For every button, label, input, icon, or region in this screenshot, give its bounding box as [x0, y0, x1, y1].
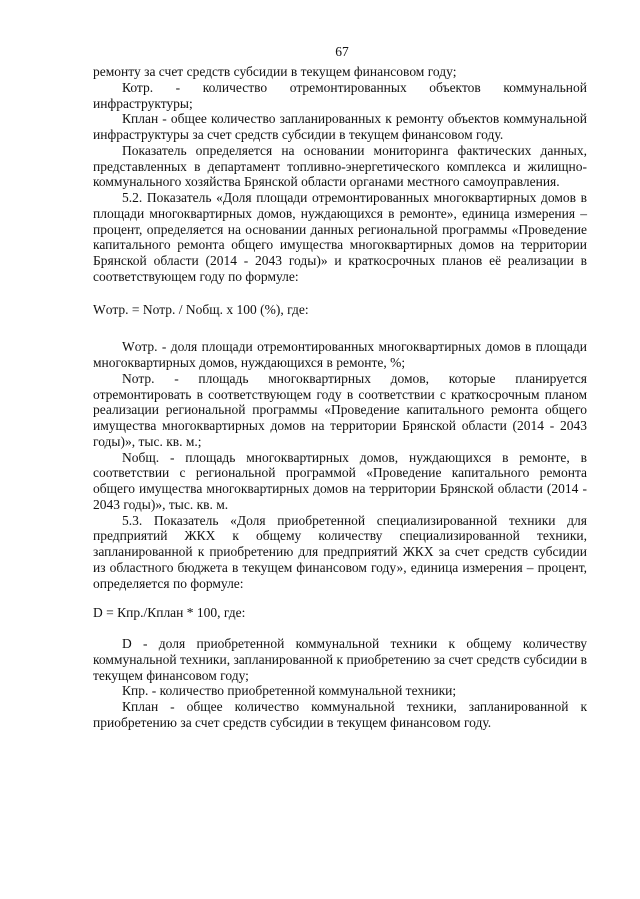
paragraph-monitoring-basis: Показатель определяется на основании мониторинга фактических данных, представленных в департамент топливно-энергетического комплекса и жилищно-коммунального хозяйства Брянской области органами местного самоуправления. — [93, 142, 587, 190]
paragraph-n-obsch-definition: Nобщ. - площадь многоквартирных домов, нуждающихся в ремонте, в соответствии с региональной программой «Проведение капитального ремонта общего имущества многоквартирных домов на территории Брянской области (2014 - 2043 годы)», тыс. кв. м. — [93, 449, 587, 512]
paragraph-w-otr-definition: Wотр. - доля площади отремонтированных многоквартирных домов в площади многоквартирных домов, нуждающихся в ремонте, %; — [93, 339, 587, 370]
paragraph-kplan-equipment-definition: Кплан - общее количество коммунальной техники, запланированной к приобретению за счет средств субсидии в текущем финансовом году. — [93, 699, 587, 730]
paragraph-d-definition: D - доля приобретенной коммунальной техники к общему количеству коммунальной техники, запланированной к приобретению за счет средств субсидии в текущем финансовом году; — [93, 636, 587, 683]
page-number: 67 — [335, 44, 349, 59]
paragraph-continuation: ремонту за счет средств субсидии в текущем финансовом году; — [93, 64, 457, 79]
paragraph-kpr-definition: Кпр. - количество приобретенной коммунальной техники; — [122, 683, 457, 699]
paragraph-kplan-definition: Кплан - общее количество запланированных к ремонту объектов коммунальной инфраструктуры за счет средств субсидии в текущем финансовом году. — [93, 111, 587, 142]
formula-w-otr: Wотр. = Nотр. / Nобщ. х 100 (%), где: — [93, 301, 309, 317]
paragraph-n-otr-definition: Nотр. - площадь многоквартирных домов, которые планируется отремонтировать в соответствующем году в соответствии с краткосрочным планом реализации региональной программы «Проведение капитального ремонта общего имущества многоквартирных домов на территории Брянской области (2014 - 2043 годы)», тыс. кв. м.; — [93, 370, 587, 449]
formula-d: D = Кпр./Кплан * 100, где: — [93, 605, 246, 621]
paragraph-section-5-3: 5.3. Показатель «Доля приобретенной специализированной техники для предприятий ЖКХ к общему количеству специализированной техники, запланированной к приобретению для предприятий ЖКХ за счет средств субсидии из областного бюджета в текущем финансовом году», единица измерения – процент, определяется по формуле: — [93, 512, 587, 591]
paragraph-section-5-2: 5.2. Показатель «Доля площади отремонтированных многоквартирных домов в площади многоквартирных домов, нуждающихся в ремонте», единица измерения – процент, определяется на основании данных региональной программы «Проведение капитального ремонта общего имущества многоквартирных домов на территории Брянской области (2014 - 2043 годы)» и краткосрочных планов её реализации в соответствующем году по формуле: — [93, 190, 587, 284]
paragraph-kotr-definition: Котр. - количество отремонтированных объектов коммунальной инфраструктуры; — [93, 79, 587, 111]
